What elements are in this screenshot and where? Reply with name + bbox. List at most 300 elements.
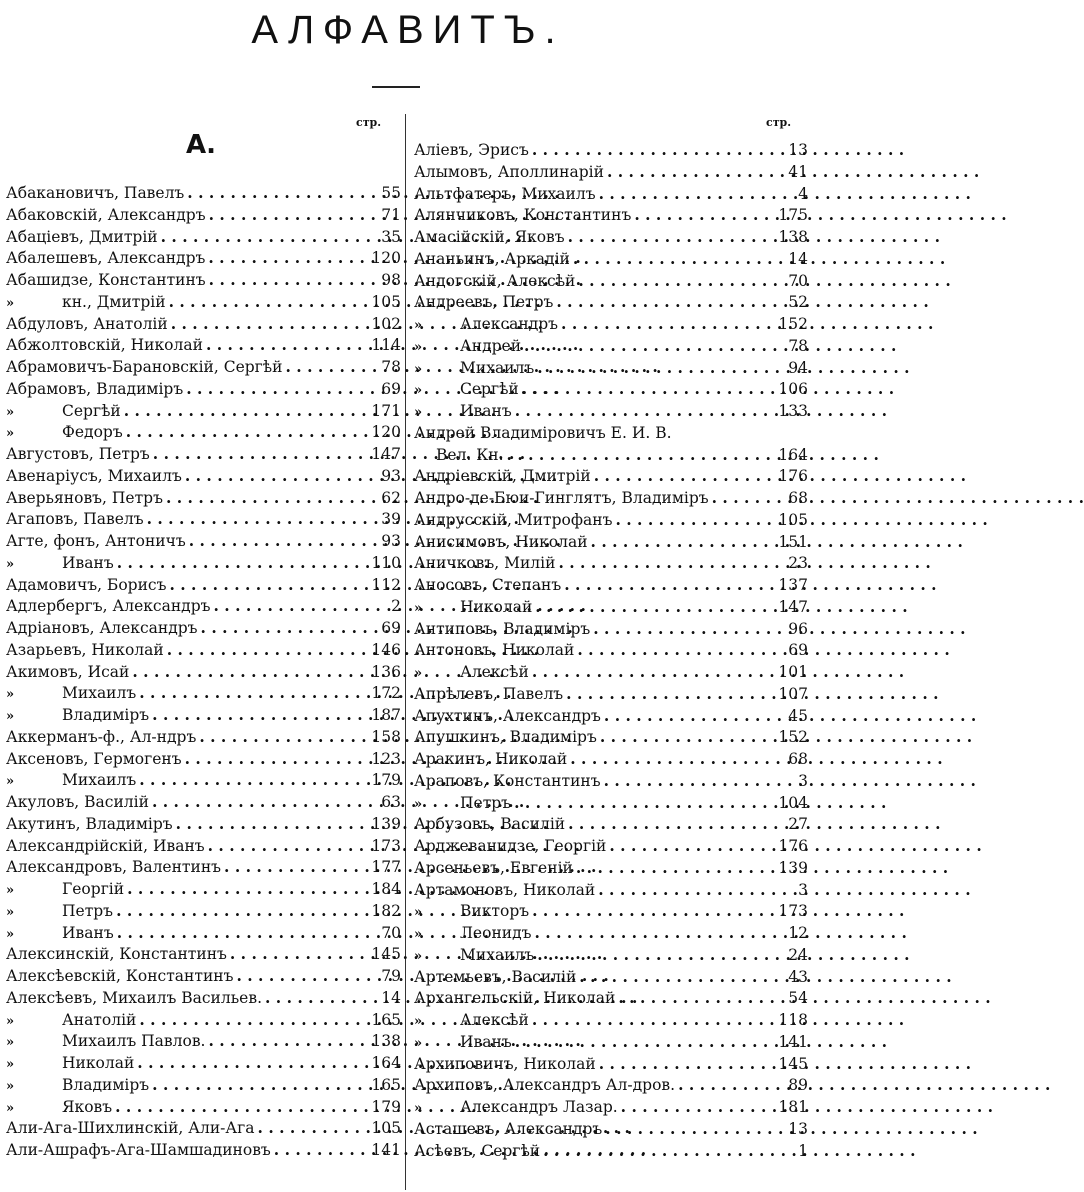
entry-page-number: 165: [371, 1075, 401, 1094]
leader-dots: [678, 1074, 775, 1097]
entry-page-number: 12: [788, 924, 808, 942]
entry-name: [414, 510, 612, 532]
index-entry: [6, 661, 401, 683]
entry-page-number: 173: [778, 902, 808, 921]
entry-page-number: 172: [371, 684, 401, 703]
entry-text: Абжолтовскій, Николай: [6, 336, 203, 355]
entry-page-number: 89: [788, 1076, 808, 1095]
leader-dots: [568, 226, 775, 249]
entry-text: Аліевъ, Эрисъ: [414, 141, 529, 159]
entry-text: Араповъ, Константинъ: [414, 771, 601, 790]
entry-text: Алексѣевскій, Константинъ: [6, 967, 234, 985]
entry-text: Георгій: [62, 880, 125, 898]
leader-dots: [139, 769, 368, 792]
index-entry: [414, 944, 808, 966]
index-entry: [414, 770, 808, 792]
leader-dots: [621, 1096, 775, 1119]
entry-subname: [6, 1053, 134, 1076]
ditto-indent: [6, 770, 62, 793]
entry-name: [6, 792, 149, 814]
entry-text: Али-Ашрафъ-Ага-Шамшадиновъ: [6, 1141, 271, 1159]
index-entry: [414, 574, 808, 596]
entry-subname: [414, 1097, 618, 1120]
index-entry: [414, 161, 808, 183]
index-entry: [6, 704, 401, 726]
entry-text: Абрамовичъ-Барановскій, Сергѣй: [6, 358, 283, 376]
leader-dots: [285, 356, 368, 379]
entry-name: [6, 488, 163, 510]
entry-text: Артамоновъ, Николай: [414, 880, 596, 899]
leader-dots: [615, 509, 775, 532]
entry-text: Михаилъ: [62, 684, 137, 703]
entry-text: Артемьевъ, Василій: [414, 967, 577, 986]
index-entry: [6, 530, 401, 552]
ditto-mark: »: [414, 1035, 423, 1051]
entry-text: Апрѣлевъ, Павелъ: [414, 684, 564, 703]
entry-name: [414, 1075, 675, 1097]
entry-page-number: 101: [778, 663, 808, 681]
entry-text: Алексѣй: [460, 663, 529, 681]
ditto-mark: »: [414, 318, 423, 333]
entry-page-number: 105: [778, 510, 808, 529]
entry-text: Николай: [460, 597, 533, 616]
ditto-indent: [414, 945, 460, 968]
leader-dots: [577, 639, 775, 662]
entry-text: Апухтинъ, Александръ: [414, 706, 601, 725]
entry-text: Андрей: [460, 336, 522, 355]
ditto-indent: [6, 401, 62, 424]
leader-dots: [187, 182, 368, 205]
leader-dots: [599, 183, 775, 206]
entry-text: Петръ: [460, 793, 512, 812]
entry-text: Андріевскій, Дмитрій: [414, 467, 591, 486]
ditto-indent: [6, 1097, 62, 1120]
entry-text: Арбузовъ, Василій: [414, 815, 566, 834]
entry-page-number: 182: [371, 901, 401, 920]
leader-dots: [208, 1030, 368, 1053]
entry-page-number: 68: [788, 489, 808, 507]
index-entry: [6, 400, 401, 422]
leader-dots: [578, 270, 775, 293]
entry-page-number: 146: [371, 640, 401, 659]
entry-page-number: 69: [381, 619, 401, 637]
entry-text: Али-Ага-Шихлинскій, Али-Ага: [6, 1119, 255, 1138]
index-entry: [6, 1117, 401, 1139]
entry-name: [414, 249, 570, 271]
leader-dots: [579, 966, 775, 989]
ditto-indent: [414, 336, 460, 359]
entry-text: Акутинъ, Владиміръ: [6, 814, 173, 833]
leader-dots: [522, 378, 775, 401]
entry-name: [6, 531, 186, 553]
entry-page-number: 179: [371, 771, 401, 790]
ditto-mark: »: [414, 905, 423, 921]
index-entry: [6, 334, 401, 356]
entry-subname: [414, 314, 558, 337]
entry-subname: [414, 336, 521, 359]
entry-page-number: 13: [788, 141, 808, 159]
ditto-indent: [6, 292, 62, 315]
entry-name: [414, 292, 553, 314]
entry-subname: [414, 1032, 512, 1055]
entry-name: [6, 727, 196, 749]
entry-name: [6, 640, 164, 662]
index-entry: [414, 900, 808, 922]
leader-dots: [186, 378, 368, 401]
ditto-indent: [414, 597, 460, 620]
entry-page-number: 54: [788, 989, 808, 1008]
entry-page-number: 120: [371, 423, 401, 442]
entry-name: [6, 248, 205, 270]
entry-page-number: 27: [788, 815, 808, 834]
entry-name: [414, 836, 606, 858]
ditto-indent: [414, 401, 460, 424]
entry-subname: [6, 901, 113, 924]
entry-text: Иванъ: [460, 402, 512, 420]
leader-dots: [573, 248, 775, 271]
entry-text: Архангельскій, Николай: [414, 989, 616, 1008]
entry-page-number: 171: [371, 401, 401, 420]
index-entry: [414, 183, 808, 205]
entry-name: [6, 466, 182, 488]
index-entry: [6, 182, 401, 204]
leader-dots: [185, 748, 368, 771]
entry-subname: [414, 901, 529, 924]
leader-dots: [126, 421, 368, 444]
entry-text: Адамовичъ, Борисъ: [6, 575, 167, 594]
index-entry: [6, 639, 401, 661]
leader-dots: [115, 1096, 368, 1119]
entry-name: [414, 466, 591, 488]
title-divider: [372, 86, 420, 88]
entry-name: [6, 205, 206, 227]
leader-dots: [537, 357, 775, 380]
index-entry: [6, 356, 401, 378]
entry-page-number: 110: [371, 553, 401, 572]
index-entry: [414, 726, 808, 748]
leader-dots: [604, 770, 775, 793]
index-entry: [6, 1096, 401, 1118]
index-entry: [6, 269, 401, 291]
entry-name: [6, 836, 205, 858]
leader-dots: [507, 444, 775, 467]
entry-text: Алексинскій, Константинъ: [6, 945, 227, 964]
leader-dots: [532, 1009, 775, 1032]
entry-text: Александровъ, Валентинъ: [6, 858, 222, 877]
index-entry: [414, 1096, 808, 1118]
leader-dots: [147, 508, 368, 531]
leader-dots: [561, 313, 775, 336]
entry-page-number: 3: [798, 880, 808, 899]
leader-dots: [224, 856, 368, 879]
entry-subname: [414, 923, 532, 946]
entry-subname: [6, 1097, 112, 1120]
entry-subname: [6, 705, 149, 728]
entry-page-number: 136: [371, 662, 401, 681]
entry-text: Вел. Кн.: [436, 445, 504, 464]
entry-page-number: 123: [371, 749, 401, 768]
entry-text: Арсеньевъ, Евгеній: [414, 858, 573, 877]
entry-page-number: 14: [381, 988, 401, 1007]
leader-dots: [556, 291, 775, 314]
entry-name: [6, 596, 211, 618]
entry-text: Антоновъ, Николай: [414, 641, 575, 660]
entry-page-number: 138: [371, 1032, 401, 1051]
entry-text: Андрусскій, Митрофанъ: [414, 510, 613, 529]
entry-name: [6, 749, 182, 771]
entry-text: Владиміръ: [62, 1075, 150, 1094]
entry-page-number: 1: [798, 1141, 808, 1160]
entry-page-number: 62: [381, 488, 401, 507]
entry-text: Михаилъ: [460, 945, 535, 964]
index-entry: [6, 965, 401, 987]
entry-name: [414, 727, 597, 749]
entry-name: [414, 162, 604, 184]
ditto-indent: [6, 879, 62, 902]
entry-name: [414, 749, 567, 771]
entry-page-number: 176: [778, 837, 808, 855]
entry-name: [6, 618, 198, 640]
index-entry: [414, 879, 808, 901]
entry-subname: [414, 662, 529, 685]
leader-dots: [185, 465, 368, 488]
ditto-indent: [6, 683, 62, 706]
entry-name: [414, 967, 576, 989]
leader-dots: [258, 1117, 368, 1140]
entry-text: Абакановичъ, Павелъ: [6, 184, 185, 202]
entry-name: [414, 684, 563, 706]
leader-dots: [230, 943, 368, 966]
index-entry: [6, 835, 401, 857]
leader-dots: [570, 748, 775, 771]
leader-dots: [593, 618, 775, 641]
leader-dots: [514, 792, 775, 815]
entry-subname: [414, 793, 511, 816]
leader-dots: [137, 1052, 368, 1075]
entry-text: Альтфатеръ, Михаилъ: [414, 184, 596, 203]
ditto-mark: »: [6, 1013, 15, 1029]
ditto-indent: [414, 901, 460, 924]
leader-dots: [166, 487, 368, 510]
entry-name: [414, 271, 575, 293]
entry-page-number: 43: [788, 967, 808, 986]
ditto-mark: »: [414, 1101, 423, 1116]
ditto-mark: »: [6, 774, 15, 790]
index-entry: [414, 357, 808, 379]
entry-page-number: 107: [778, 684, 808, 703]
entry-text: Иванъ: [62, 553, 114, 572]
entry-name: [414, 423, 672, 445]
entry-page-number: 158: [371, 727, 401, 746]
entry-text: Абашидзе, Константинъ: [6, 271, 206, 289]
ditto-mark: »: [414, 361, 423, 377]
entry-page-number: 39: [381, 510, 401, 529]
index-entry: [414, 248, 808, 270]
entry-page-number: 165: [371, 1010, 401, 1029]
entry-name: [6, 183, 184, 205]
entry-text: Архиповъ, Александръ Ал-дров.: [414, 1076, 676, 1095]
entry-page-number: 139: [371, 814, 401, 833]
entry-text: Абрамовъ, Владиміръ: [6, 379, 184, 398]
leader-dots: [208, 247, 368, 270]
entry-name: [414, 575, 561, 597]
index-entry: [6, 1009, 401, 1031]
entry-name: [414, 488, 709, 510]
entry-name: [6, 575, 166, 597]
leader-dots: [117, 552, 368, 575]
entry-page-number: 69: [788, 641, 808, 660]
entry-page-number: 2: [391, 597, 401, 616]
entry-page-number: 147: [371, 445, 401, 463]
ditto-mark: »: [414, 796, 423, 812]
ditto-mark: »: [414, 339, 423, 355]
index-entry: [414, 1031, 808, 1053]
ditto-mark: »: [6, 709, 15, 724]
entry-page-number: 151: [778, 532, 808, 551]
entry-page-number: 118: [778, 1011, 808, 1029]
index-entry: [414, 618, 808, 640]
entry-name: [6, 509, 144, 531]
ditto-indent: [414, 1097, 460, 1120]
index-entry: [414, 487, 808, 509]
index-entry: [414, 1053, 808, 1075]
entry-text: Аничковъ, Милій: [414, 554, 556, 573]
ditto-indent: [6, 705, 62, 728]
entry-page-number: 104: [778, 793, 808, 812]
leader-dots: [208, 835, 368, 858]
entry-name: [6, 314, 168, 336]
entry-text: Викторъ: [460, 902, 530, 921]
ditto-mark: »: [414, 405, 423, 420]
leader-dots: [591, 531, 775, 554]
entry-text: Андро-де-Бюи-Гинглятъ, Владиміръ: [414, 489, 709, 507]
entry-subname: [6, 422, 123, 445]
entry-name: [6, 966, 233, 988]
right-page-column-header: стр.: [766, 116, 792, 129]
ditto-indent: [414, 314, 460, 337]
leader-dots: [169, 291, 368, 314]
entry-page-number: 70: [381, 923, 401, 942]
section-letter: А.: [186, 130, 216, 160]
index-entry: [6, 1139, 401, 1161]
entry-subname: [6, 1075, 149, 1098]
leader-dots: [543, 1140, 775, 1163]
entry-page-number: 137: [778, 576, 808, 594]
entry-page-number: 179: [371, 1097, 401, 1116]
index-entry: [414, 857, 808, 879]
entry-text: Абдуловъ, Анатолій: [6, 314, 168, 333]
entry-text: Августовъ, Петръ: [6, 445, 150, 463]
index-entry: [414, 378, 808, 400]
index-entry: [6, 813, 401, 835]
index-entry: [414, 792, 808, 814]
entry-page-number: 152: [778, 315, 808, 333]
leader-dots: [537, 944, 775, 967]
leader-dots: [532, 900, 775, 923]
leader-dots: [607, 161, 775, 184]
entry-text: Аносовъ, Степанъ: [414, 576, 562, 594]
index-entry: [6, 508, 401, 530]
entry-text: Михаилъ: [460, 358, 535, 377]
ditto-mark: »: [6, 1035, 15, 1051]
ditto-indent: [414, 1010, 460, 1033]
leader-dots: [594, 465, 775, 488]
entry-page-number: 70: [788, 271, 808, 290]
ditto-mark: »: [414, 666, 423, 681]
left-page-column-header: стр.: [356, 116, 382, 129]
index-entry: [6, 943, 401, 965]
entry-page-number: 176: [778, 467, 808, 486]
entry-page-number: 141: [371, 1141, 401, 1159]
entry-name: [414, 553, 555, 575]
index-entry: [6, 1052, 401, 1074]
index-entry: [6, 791, 401, 813]
index-entry: [6, 922, 401, 944]
entry-name: [414, 184, 596, 206]
leader-dots: [524, 335, 775, 358]
entry-page-number: 45: [788, 706, 808, 725]
entry-page-number: 141: [778, 1032, 808, 1051]
ditto-indent: [414, 358, 460, 381]
ditto-mark: »: [414, 600, 423, 616]
leader-dots: [558, 552, 775, 575]
entry-page-number: 133: [778, 402, 808, 420]
entry-page-number: 13: [788, 1119, 808, 1138]
entry-page-number: 184: [371, 880, 401, 898]
entry-page-number: 63: [381, 793, 401, 811]
ditto-indent: [414, 923, 460, 946]
entry-subname: [6, 683, 136, 706]
entry-name: [414, 771, 601, 793]
index-entry: [6, 291, 401, 313]
entry-text: Андреевъ, Петръ: [414, 293, 554, 312]
entry-page-number: 120: [371, 249, 401, 268]
index-entry: [414, 291, 808, 313]
entry-page-number: 93: [381, 532, 401, 550]
leader-dots: [152, 791, 368, 814]
index-entry: [6, 574, 401, 596]
entry-text: Михаилъ Павлов.: [62, 1032, 206, 1051]
leader-dots: [532, 661, 775, 684]
entry-name: [414, 1141, 540, 1163]
entry-name: [414, 858, 573, 880]
index-entry: [6, 226, 401, 248]
leader-dots: [598, 879, 775, 902]
entry-text: Алексѣй: [460, 1011, 529, 1029]
index-entry: [414, 531, 808, 553]
entry-text: Петръ: [62, 901, 114, 920]
index-entry: [414, 204, 808, 226]
ditto-mark: »: [6, 1057, 15, 1072]
leader-dots: [132, 661, 368, 684]
leader-dots: [274, 1139, 368, 1162]
index-entry: [414, 1009, 808, 1031]
ditto-indent: [6, 553, 62, 576]
entry-subname: [6, 292, 166, 315]
leader-dots: [568, 813, 775, 836]
entry-text: Апушкинъ, Владиміръ: [414, 728, 597, 747]
leader-dots: [161, 226, 368, 249]
entry-page-number: 4: [798, 184, 808, 203]
leader-dots: [618, 987, 775, 1010]
leader-dots: [139, 682, 368, 705]
entry-text: Агте, фонъ, Антоничъ: [6, 532, 186, 550]
ditto-indent: [414, 379, 460, 402]
entry-text: Алянчиковъ, Константинъ: [414, 206, 632, 225]
index-entry: [414, 552, 808, 574]
leader-dots: [201, 617, 368, 640]
entry-text: Ананьинъ, Аркадій: [414, 249, 570, 268]
